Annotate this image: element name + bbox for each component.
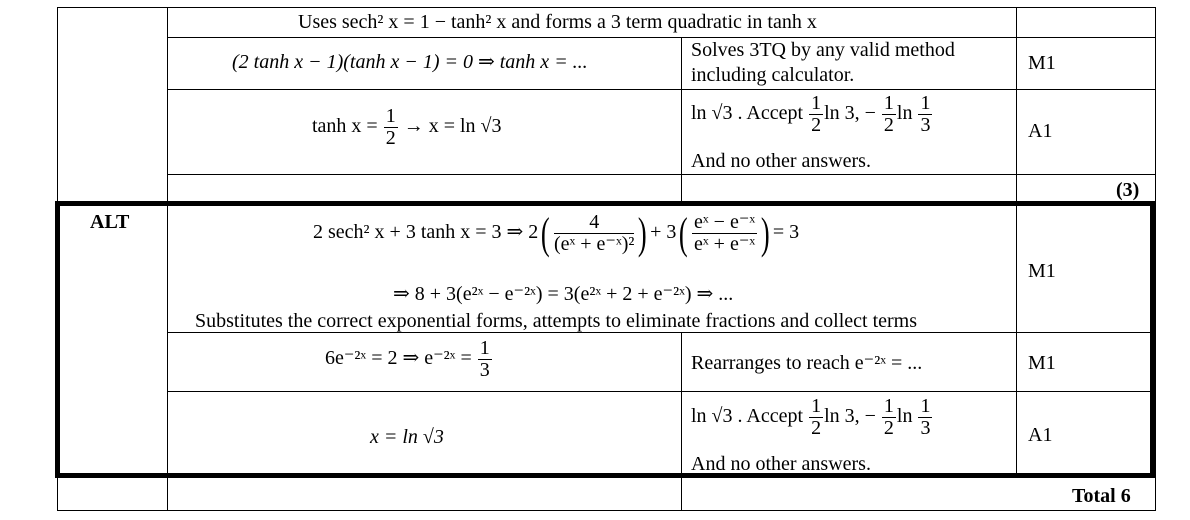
marking-note: Solves 3TQ by any valid method xyxy=(691,39,955,61)
equation-text: + 3 xyxy=(650,221,677,244)
grid-line xyxy=(167,478,168,511)
alt-equation-3 xyxy=(325,338,493,381)
marking-note: including calculator. xyxy=(691,64,855,86)
fraction-denominator: 2 xyxy=(385,127,396,149)
fraction-numerator: 1 xyxy=(883,92,894,114)
fraction xyxy=(809,93,823,136)
fraction-numerator: 1 xyxy=(883,395,894,417)
fraction-numerator: 1 xyxy=(920,92,931,114)
note-text: ln xyxy=(896,405,913,428)
paren-open: ( xyxy=(679,208,689,258)
total-marks: Total 6 xyxy=(1072,485,1131,507)
fraction-denominator: 2 xyxy=(883,114,894,136)
fraction-denominator: 3 xyxy=(479,359,490,381)
fraction xyxy=(918,93,932,136)
fraction xyxy=(882,396,896,439)
note-text: ln 3, − xyxy=(824,405,876,428)
grid-line xyxy=(1155,7,1156,511)
grid-line xyxy=(167,174,1156,175)
mark-code: A1 xyxy=(1028,120,1053,142)
fraction-numerator: 4 xyxy=(554,212,634,234)
alt-label: ALT xyxy=(90,211,130,233)
fraction-denominator: eˣ + e⁻ˣ xyxy=(694,233,756,255)
fraction-numerator: eˣ − e⁻ˣ xyxy=(694,211,756,233)
fraction xyxy=(809,396,823,439)
equation-text: → x = ln √3 xyxy=(403,115,502,138)
fraction xyxy=(918,396,932,439)
accept-note xyxy=(691,396,933,439)
grid-line xyxy=(57,7,1156,8)
paren-close: ) xyxy=(638,208,648,258)
fraction xyxy=(882,93,896,136)
fraction xyxy=(692,212,757,255)
alt-equation-4: x = ln √3 xyxy=(370,426,444,448)
fraction-numerator: 1 xyxy=(811,92,822,114)
grid-line xyxy=(167,89,1156,90)
paren-open: ( xyxy=(541,208,551,258)
subtotal-marks: (3) xyxy=(1116,179,1140,201)
alt-equation-1 xyxy=(313,208,800,258)
marking-note: And no other answers. xyxy=(691,150,871,172)
mark-code: M1 xyxy=(1028,52,1056,74)
mark-code: M1 xyxy=(1028,352,1056,374)
mark-code: M1 xyxy=(1028,260,1056,282)
note-text: ln 3, − xyxy=(824,102,876,125)
grid-line xyxy=(681,37,682,201)
fraction-denominator: 2 xyxy=(811,114,822,136)
accept-note xyxy=(691,93,933,136)
fraction xyxy=(384,106,398,149)
equation-text: tanh x = xyxy=(312,115,378,138)
fraction xyxy=(478,338,492,381)
marking-note: And no other answers. xyxy=(691,453,871,475)
fraction xyxy=(554,212,634,255)
fraction-numerator: 1 xyxy=(811,395,822,417)
equation-text: 2 sech² x + 3 tanh x = 3 ⇒ 2 xyxy=(313,221,539,244)
grid-line xyxy=(57,510,1156,511)
alt-equation-2: ⇒ 8 + 3(e²ˣ − e⁻²ˣ) = 3(e²ˣ + 2 + e⁻²ˣ) ⇒ ... xyxy=(393,283,734,305)
fraction-numerator: 1 xyxy=(385,105,396,127)
fraction-numerator: 1 xyxy=(920,395,931,417)
method-statement: Uses sech² x = 1 − tanh² x and forms a 3 term quadratic in tanh x xyxy=(298,11,817,33)
grid-line xyxy=(167,37,1156,38)
fraction-denominator: 2 xyxy=(811,417,822,439)
note-text: ln xyxy=(896,102,913,125)
fraction-denominator: 3 xyxy=(920,114,931,136)
equation-text: = 3 xyxy=(772,221,800,244)
paren-close: ) xyxy=(761,208,770,258)
note-text: ln √3 . Accept xyxy=(691,405,804,428)
note-text: ln √3 . Accept xyxy=(691,102,804,125)
quadratic-factorisation: (2 tanh x − 1)(tanh x − 1) = 0 ⇒ tanh x = ... xyxy=(232,51,588,73)
fraction-denominator: 2 xyxy=(883,417,894,439)
alt-method-description: Substitutes the correct exponential forms, attempts to eliminate fractions and collect terms xyxy=(195,310,918,332)
fraction-denominator: (eˣ + e⁻ˣ)² xyxy=(553,233,635,255)
tanh-solution xyxy=(312,106,502,149)
fraction-numerator: 1 xyxy=(479,337,490,359)
mark-code: A1 xyxy=(1028,424,1053,446)
marking-note: Rearranges to reach e⁻²ˣ = ... xyxy=(691,352,923,374)
equation-text: 6e⁻²ˣ = 2 ⇒ e⁻²ˣ = xyxy=(325,347,472,370)
fraction-denominator: 3 xyxy=(920,417,931,439)
grid-line xyxy=(681,478,682,511)
